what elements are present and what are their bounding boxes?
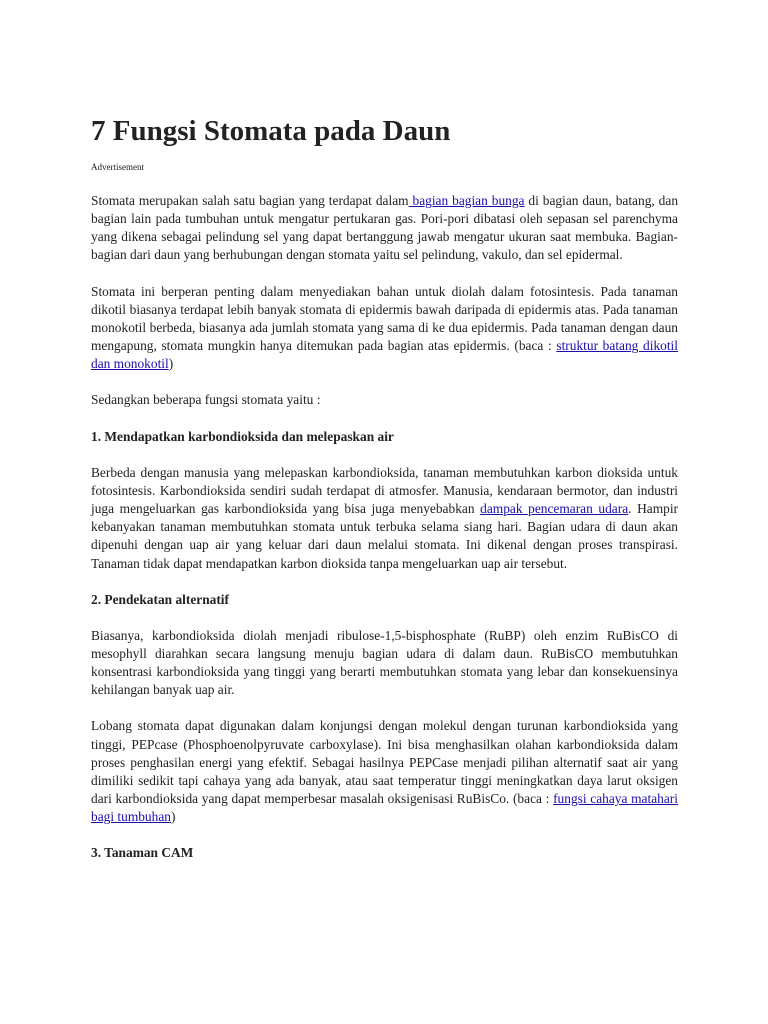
paragraph-text: ) xyxy=(168,356,174,372)
link-fungsi-cahaya[interactable]: fungsi cahaya matahari bagi tumbuhan xyxy=(91,791,678,825)
paragraph-text: Stomata merupakan salah satu bagian yang terdapat dalam xyxy=(91,193,409,208)
paragraph-stomata-role xyxy=(91,283,678,374)
paragraph-text: Lobang stomata dapat digunakan dalam konjungsi dengan molekul dengan turunan karbondioksida yang tinggi, PEPcase (Phosphoenolpyruvate carboxylase). Ini bisa menghasilkan olahan karbondioksida dalam proses penghasilan energi yang efektif. Sebagai hasilnya PEPCase menjadi pilihan alternatif saat air yang dimiliki sedikit tapi cahaya yang ada banyak, atau saat temperatur tinggi meningkatkan daya larut oksigen dari karbondioksida yang dapat memperbesar masalah oksigenisasi RuBisCo. (baca : xyxy=(91,718,678,807)
link-dampak-pencemaran[interactable]: dampak pencemaran udara xyxy=(480,501,629,517)
link-bagian-bunga[interactable]: bagian bagian bunga xyxy=(408,193,525,208)
article-body xyxy=(91,112,678,863)
paragraph-text: . Hampir kebanyakan tanaman membutuhkan stomata untuk terbuka selama siang hari. Bagian udara di daun akan dipenuhi dengan uap air yang keluar dari daun melalui stomata. Ini dikenal dengan proses transpirasi. Tanaman tidak dapat mendapatkan karbon dioksida tanpa mengeluarkan uap air tersebut. xyxy=(91,501,679,571)
article-title: 7 Fungsi Stomata pada Daun xyxy=(91,115,451,147)
paragraph-text: di bagian daun, batang, dan bagian lain pada tumbuhan untuk mengatur pertukaran gas. Pori-pori dibatasi oleh sepasan sel parenchyma yang dikena sebagai pelindung sel yang dapat bertanggung jawab mengatur ukuran saat membuka. Bagian-bagian dari daun yang berhubungan dengan stomata yaitu sel pelindung, vakulo, dan sel epidermal. xyxy=(91,193,679,263)
section-heading-3: 3. Tanaman CAM xyxy=(91,845,194,861)
section-heading-2: 2. Pendekatan alternatif xyxy=(91,591,229,607)
paragraph-pepcase xyxy=(91,717,678,826)
advertisement-label: Advertisement xyxy=(91,162,144,172)
paragraph-karbondioksida xyxy=(91,464,678,573)
section-heading-1: 1. Mendapatkan karbondioksida dan melepaskan air xyxy=(91,428,394,444)
link-struktur-batang[interactable]: struktur batang dikotil dan monokotil xyxy=(91,338,678,372)
paragraph-text: Berbeda dengan manusia yang melepaskan karbondioksida, tanaman membutuhkan karbon dioksida untuk fotosintesis. Karbondioksida sendiri sudah terdapat di atmosfer. Manusia, kendaraan bermotor, dan industri juga mengeluarkan gas karbondioksida yang bisa juga menyebabkan xyxy=(91,464,678,517)
paragraph-text: Stomata ini berperan penting dalam menyediakan bahan untuk diolah dalam fotosintesis. Pada tanaman dikotil biasanya terdapat lebih banyak stomata di epidermis bawah daripada di epidermis atas. Pada tanaman monokotil berbeda, biasanya ada jumlah stomata yang sama di ke dua epidermis. Pada tanaman dengan daun mengapung, stomata mungkin hanya ditemukan pada bagian atas epidermis. (baca : xyxy=(91,283,678,354)
paragraph-functions-intro: Sedangkan beberapa fungsi stomata yaitu : xyxy=(91,392,321,408)
paragraph-intro xyxy=(91,192,678,265)
paragraph-rubp: Biasanya, karbondioksida diolah menjadi ribulose-1,5-bisphosphate (RuBP) oleh enzim RuBisCO di mesophyll diarahkan secara langsung menuju bagian udara di dalam daun. RuBisCO membutuhkan konsentrasi karbondioksida yang tinggi yang berarti membutuhkan stomata yang lebar dan konsekuensinya kehilangan banyak uap air. xyxy=(91,627,678,698)
paragraph-text: ) xyxy=(170,809,176,825)
